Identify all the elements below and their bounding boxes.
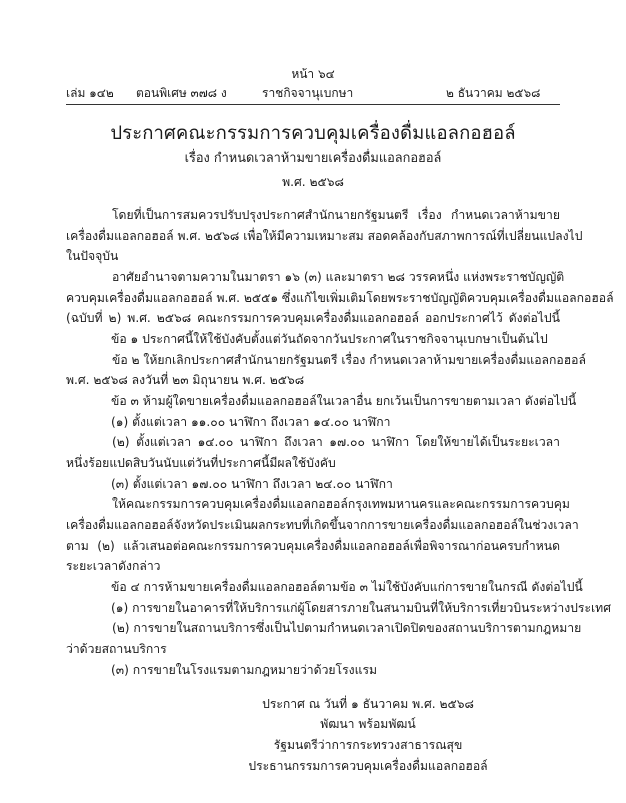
document-year: พ.ศ. ๒๕๖๘ — [282, 175, 344, 189]
body-line: ควบคุมเครื่องดื่มแอลกอฮอล์ พ.ศ. ๒๕๕๑ ซึ่งแก้ไขเพิ่มเติมโดยพระราชบัญญัติควบคุมเครื่องดื่มแอลกอฮอล์ — [66, 291, 614, 305]
document-subject: เรื่อง กำหนดเวลาห้ามขายเครื่องดื่มแอลกอฮอล์ — [184, 151, 442, 166]
body-line: ให้คณะกรรมการควบคุมเครื่องดื่มแอลกอฮอล์กรุงเทพมหานครและคณะกรรมการควบคุม — [112, 497, 570, 511]
clause-1: ข้อ ๑ ประกาศนี้ให้ใช้บังคับตั้งแต่วันถัดจากวันประกาศในราชกิจจานุเบกษาเป็นต้นไป — [111, 332, 548, 346]
section-label: ตอนพิเศษ ๓๗๘ ง — [136, 86, 227, 100]
body-line: (ฉบับที่ ๒) พ.ศ. ๒๕๖๘ คณะกรรมการควบคุมเครื่องดื่มแอลกอฮอล์ ออกประกาศไว้ ดังต่อไปนี้ — [66, 311, 560, 325]
body-line: ในปัจจุบัน — [66, 249, 119, 263]
gazette-date: ๒ ธันวาคม ๒๕๖๘ — [446, 86, 541, 100]
clause-3-item-2: (๒) ตั้งแต่เวลา ๑๔.๐๐ นาฬิกา ถึงเวลา ๑๗.๐๐ นาฬิกา โดยให้ขายได้เป็นระยะเวลา — [112, 435, 560, 449]
document-title: ประกาศคณะกรรมการควบคุมเครื่องดื่มแอลกอฮอล์ — [110, 123, 516, 144]
body-line: โดยที่เป็นการสมควรปรับปรุงประกาศสำนักนายกรัฐมนตรี เรื่อง กำหนดเวลาห้ามขาย — [112, 208, 560, 222]
body-line: เครื่องดื่มแอลกอฮอล์จังหวัดประเมินผลกระทบที่เกิดขึ้นจากการขายเครื่องดื่มแอลกอฮอล์ในช่วงเวลา — [66, 518, 579, 532]
body-line: ระยะเวลาดังกล่าว — [66, 559, 161, 573]
body-line: พ.ศ. ๒๕๖๘ ลงวันที่ ๒๓ มิถุนายน พ.ศ. ๒๕๖๘ — [66, 373, 305, 387]
signatory-position: รัฐมนตรีว่าการกระทรวงสาธารณสุข — [273, 738, 463, 752]
body-line: หนึ่งร้อยแปดสิบวันนับแต่วันที่ประกาศนี้มีผลใช้บังคับ — [66, 456, 336, 470]
body-line: เครื่องดื่มแอลกอฮอล์ พ.ศ. ๒๕๖๘ เพื่อให้มีความเหมาะสม สอดคล้องกับสภาพการณ์ที่เปลี่ยนแปลงไป — [66, 229, 583, 243]
body-line: อาศัยอำนาจตามความในมาตรา ๑๖ (๓) และมาตรา ๒๘ วรรคหนึ่ง แห่งพระราชบัญญัติ — [112, 270, 565, 284]
header-divider — [66, 104, 560, 105]
body-line: ว่าด้วยสถานบริการ — [66, 642, 167, 656]
clause-4-item-1: (๑) การขายในอาคารที่ให้บริการแก่ผู้โดยสารภายในสนามบินที่ให้บริการเที่ยวบินระหว่างประเทศ — [111, 601, 611, 615]
clause-3: ข้อ ๓ ห้ามผู้ใดขายเครื่องดื่มแอลกอฮอล์ในเวลาอื่น ยกเว้นเป็นการขายตามเวลา ดังต่อไปนี้ — [111, 394, 577, 408]
announcement-date: ประกาศ ณ วันที่ ๑ ธันวาคม พ.ศ. ๒๕๖๘ — [262, 697, 474, 711]
clause-4: ข้อ ๔ การห้ามขายเครื่องดื่มแอลกอฮอล์ตามข้อ ๓ ไม่ใช้บังคับแก่การขายในกรณี ดังต่อไปนี้ — [111, 580, 583, 594]
signatory-chair-position: ประธานกรรมการควบคุมเครื่องดื่มแอลกอฮอล์ — [248, 759, 488, 773]
clause-3-item-1: (๑) ตั้งแต่เวลา ๑๑.๐๐ นาฬิกา ถึงเวลา ๑๔.๐๐ นาฬิกา — [111, 415, 391, 429]
clause-2: ข้อ ๒ ให้ยกเลิกประกาศสำนักนายกรัฐมนตรี เรื่อง กำหนดเวลาห้ามขายเครื่องดื่มแอลกอฮอล์ — [112, 353, 586, 367]
clause-4-item-2: (๒) การขายในสถานบริการซึ่งเป็นไปตามกำหนดเวลาเปิดปิดของสถานบริการตามกฎหมาย — [112, 621, 582, 635]
body-line: ตาม (๒) แล้วเสนอต่อคณะกรรมการควบคุมเครื่องดื่มแอลกอฮอล์เพื่อพิจารณาก่อนครบกำหนด — [66, 539, 560, 553]
gazette-name: ราชกิจจานุเบกษา — [262, 86, 354, 100]
page-number: หน้า ๖๔ — [291, 67, 335, 81]
signatory-name: พัฒนา พร้อมพัฒน์ — [320, 717, 416, 731]
clause-3-item-3: (๓) ตั้งแต่เวลา ๑๗.๐๐ นาฬิกา ถึงเวลา ๒๔.๐๐ นาฬิกา — [111, 477, 393, 491]
clause-4-item-3: (๓) การขายในโรงแรมตามกฎหมายว่าด้วยโรงแรม — [111, 663, 378, 677]
volume-label: เล่ม ๑๔๒ — [66, 86, 114, 100]
